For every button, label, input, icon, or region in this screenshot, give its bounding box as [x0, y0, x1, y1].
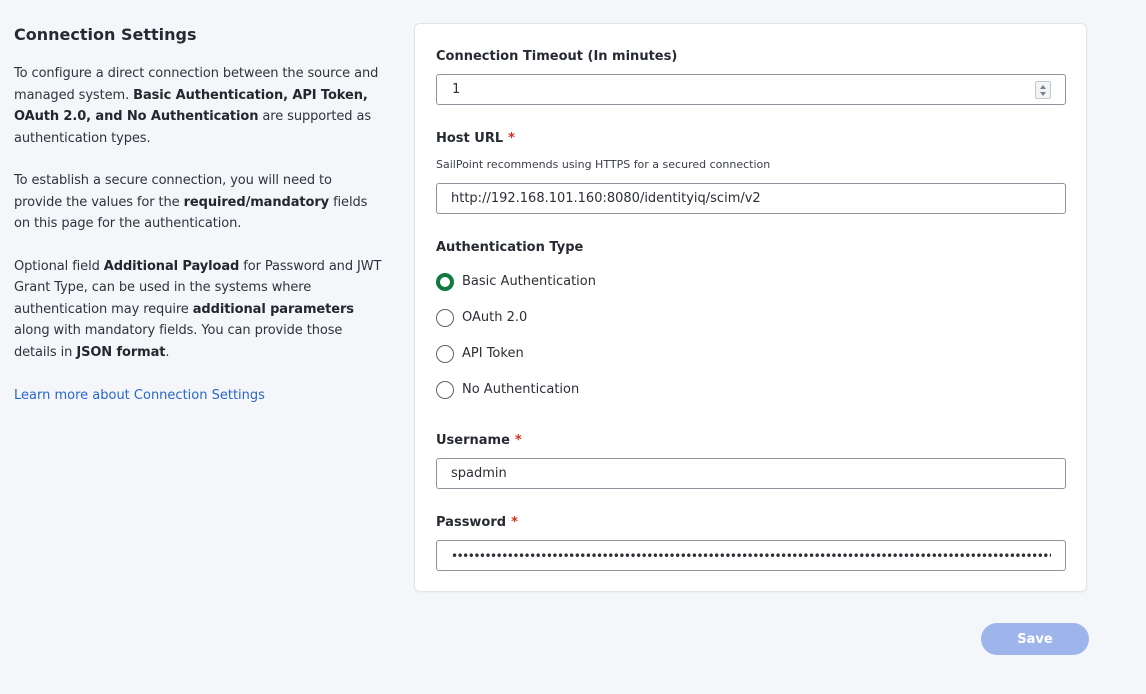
username-label: Username *: [436, 433, 522, 448]
radio-label: Basic Authentication: [462, 274, 596, 289]
radio-unchecked-icon[interactable]: [436, 309, 454, 327]
timeout-label: Connection Timeout (In minutes): [436, 49, 678, 64]
radio-label: API Token: [462, 346, 524, 361]
timeout-input[interactable]: [436, 74, 1066, 105]
required-asterisk: *: [511, 515, 518, 530]
radio-no-authentication[interactable]: [436, 380, 579, 400]
password-input[interactable]: [436, 540, 1066, 571]
required-asterisk: *: [514, 433, 522, 448]
page-title: Connection Settings: [14, 25, 197, 44]
help-paragraph-additional-payload: Optional field Additional Payload for Password and JWT Grant Type, can be used in the systems where authentication may require additional parameters along with mandatory fields. You can provide those details in JSON format.: [14, 258, 382, 360]
host-url-input[interactable]: [436, 183, 1066, 214]
auth-type-label: Authentication Type: [436, 240, 584, 255]
stepper-down-icon[interactable]: [1040, 92, 1046, 96]
radio-api-token[interactable]: [436, 344, 524, 364]
stepper-up-icon[interactable]: [1040, 85, 1046, 89]
radio-basic-authentication[interactable]: [436, 272, 596, 292]
radio-oauth-2[interactable]: [436, 308, 527, 328]
radio-unchecked-icon[interactable]: [436, 345, 454, 363]
required-asterisk: *: [508, 131, 515, 146]
connection-settings-form: [414, 23, 1087, 592]
help-paragraph-secure-connection: To establish a secure connection, you will need to provide the values for the required/mandatory fields on this page for the authentication.: [14, 173, 368, 231]
connection-settings-help: [14, 24, 384, 406]
timeout-stepper[interactable]: [1035, 81, 1051, 99]
radio-unchecked-icon[interactable]: [436, 381, 454, 399]
username-input[interactable]: [436, 458, 1066, 489]
help-paragraph-auth-types: To configure a direct connection between the source and managed system. Basic Authentication, API Token, OAuth 2.0, and No Authentication are supported as authentication types.: [14, 66, 379, 146]
host-url-label: Host URL *: [436, 131, 515, 146]
password-label: Password *: [436, 515, 518, 530]
save-button[interactable]: Save: [981, 623, 1089, 655]
learn-more-link[interactable]: Learn more about Connection Settings: [14, 388, 265, 403]
host-url-helper-text: SailPoint recommends using HTTPS for a secured connection: [436, 158, 771, 171]
radio-checked-icon[interactable]: [436, 273, 454, 291]
radio-label: No Authentication: [462, 382, 580, 397]
radio-label: OAuth 2.0: [462, 310, 528, 325]
